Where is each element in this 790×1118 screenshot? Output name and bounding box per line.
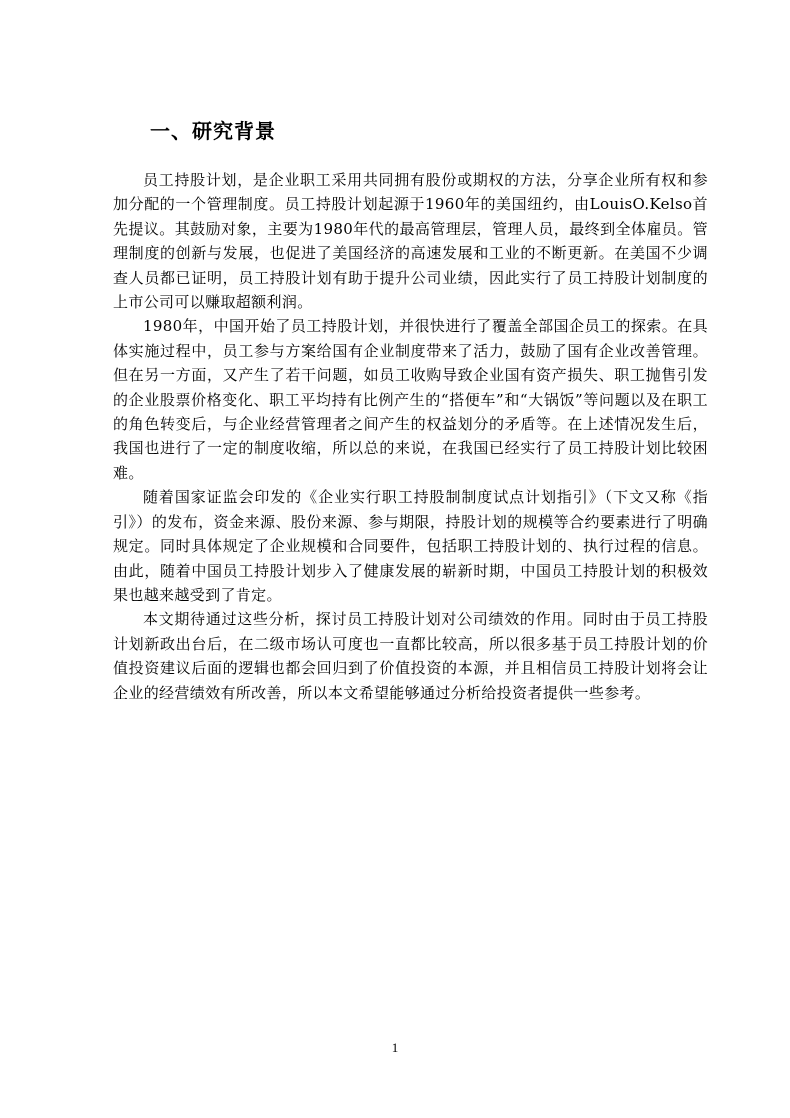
- page-number: 1: [391, 1040, 399, 1055]
- paragraph-3: 随着国家证监会印发的《企业实行职工持股制制度试点计划指引》（下文又称《指引》）的发布，资金来源、股份来源、参与期限，持股计划的规模等合约要素进行了明确规定。同时具体规定了企业规模和合同要件，包括职工持股计划的、执行过程的信息。由此，随着中国员工持股计划步入了健康发展的崭新时期，中国员工持股计划的积极效果也越来越受到了肯定。: [113, 488, 708, 604]
- paragraph-1: 员工持股计划，是企业职工采用共同拥有股份或期权的方法，分享企业所有权和参加分配的一个管理制度。员工持股计划起源于1960年的美国纽约，由LouisO.Kelso首先提议。其鼓励对象，主要为1980年代的最高管理层，管理人员，最终到全体雇员。管理制度的创新与发展，也促进了美国经济的高速发展和工业的不断更新。在美国不少调查人员都已证明，员工持股计划有助于提升公司业绩，因此实行了员工持股计划制度的上市公司可以赚取超额利润。: [113, 171, 708, 312]
- paragraph-4: 本文期待通过这些分析，探讨员工持股计划对公司绩效的作用。同时由于员工持股计划新政出台后，在二级市场认可度也一直都比较高，所以很多基于员工持股计划的价值投资建议后面的逻辑也都会回归到了价值投资的本源，并且相信员工持股计划将会让企业的经营绩效有所改善，所以本文希望能够通过分析给投资者提供一些参考。: [113, 610, 708, 702]
- paragraph-2: 1980年，中国开始了员工持股计划，并很快进行了覆盖全部国企员工的探索。在具体实施过程中，员工参与方案给国有企业制度带来了活力，鼓励了国有企业改善管理。但在另一方面，又产生了若干问题，如员工收购导致企业国有资产损失、职工抛售引发的企业股票价格变化、职工平均持有比例产生的“搭便车”和“大锅饭”等问题以及在职工的角色转变后，与企业经营管理者之间产生的权益划分的矛盾等。在上述情况发生后，我国也进行了一定的制度收缩，所以总的来说，在我国已经实行了员工持股计划比较困难。: [113, 317, 708, 482]
- body-text: [113, 168, 708, 705]
- section-heading: 一、研究背景: [150, 119, 276, 143]
